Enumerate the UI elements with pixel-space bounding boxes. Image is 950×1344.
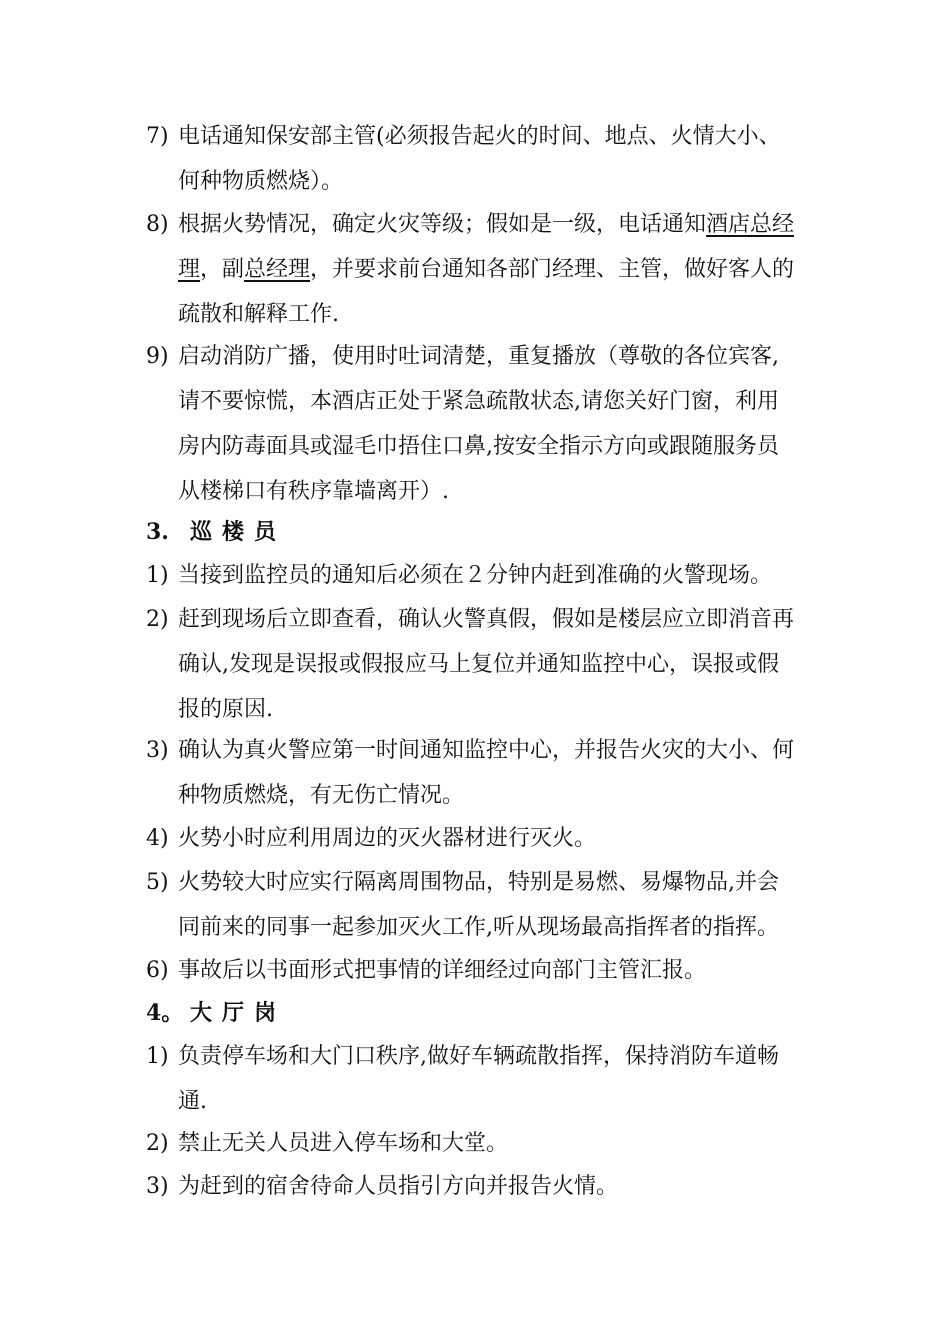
- item-number: 3): [146, 738, 169, 763]
- item-number: 5): [146, 870, 169, 895]
- item-text: 事故后以书面形式把事情的详细经过向部门主管汇报。: [178, 958, 707, 983]
- item-text-continued: 确认,发现是误报或假报应马上复位并通知监控中心，误报或假: [178, 652, 779, 677]
- item-text-continued: 种物质燃烧，有无伤亡情况。: [178, 783, 465, 808]
- item-number: 2): [146, 1131, 169, 1156]
- item-text: 电话通知保安部主管(必须报告起火的时间、地点、火情大小、: [178, 124, 781, 149]
- item-text: 负责停车场和大门口秩序,做好车辆疏散指挥，保持消防车道畅: [178, 1044, 779, 1069]
- item-number: 7): [146, 124, 169, 149]
- underlined-text: 理: [178, 257, 201, 282]
- item-text: 禁止无关人员进入停车场和大堂。: [178, 1131, 509, 1156]
- section-3-item-2: [146, 597, 812, 732]
- list-item-7: [146, 114, 812, 204]
- item-text: 赶到现场后立即查看，确认火警真假，假如是楼层应立即消音再: [178, 607, 795, 632]
- item-number: 2): [146, 607, 169, 632]
- item-text-continued: 疏散和解释工作.: [178, 302, 339, 327]
- item-text: ，副: [200, 257, 245, 282]
- list-item-9: [146, 334, 812, 514]
- section-4-item-2: [146, 1121, 812, 1166]
- item-text-continued: 房内防毒面具或湿毛巾捂住口鼻,按安全指示方向或跟随服务员: [178, 434, 779, 459]
- section-title: 大厅岗: [190, 1000, 287, 1026]
- section-3-item-6: [146, 948, 812, 993]
- section-number: 3.: [146, 519, 169, 545]
- item-text-continued: 同前来的同事一起参加灭火工作,听从现场最高指挥者的指挥。: [178, 915, 779, 940]
- section-4-item-1: [146, 1034, 812, 1124]
- item-text: 确认为真火警应第一时间通知监控中心，并报告火灾的大小、何: [178, 738, 795, 763]
- item-text: 火势较大时应实行隔离周围物品，特别是易燃、易爆物品,并会: [178, 870, 779, 895]
- item-text: ，并要求前台通知各部门经理、主管，做好客人的: [310, 257, 795, 282]
- list-item-8: [146, 202, 812, 337]
- item-number: 8): [146, 212, 169, 237]
- item-number: 4): [146, 826, 169, 851]
- item-number: 6): [146, 958, 169, 983]
- item-number: 3): [146, 1174, 169, 1199]
- section-3-list: [146, 553, 812, 598]
- section-title: 巡楼员: [190, 519, 287, 545]
- section-3-item-4: [146, 816, 812, 861]
- item-text: 根据火势情况，确定火灾等级；假如是一级，电话通知: [178, 212, 707, 237]
- section-heading-3: [146, 510, 286, 555]
- section-4-item-3: [146, 1164, 812, 1209]
- item-number: 1): [146, 563, 169, 588]
- item-number: 9): [146, 344, 169, 369]
- item-text-continued: 何种物质燃烧）。: [178, 169, 344, 194]
- item-text: 火势小时应利用周边的灭火器材进行灭火。: [178, 826, 597, 851]
- item-text: 启动消防广播，使用时吐词清楚，重复播放（尊敬的各位宾客,: [178, 344, 779, 369]
- item-text-continued: 请不要惊慌，本酒店正处于紧急疏散状态,请您关好门窗，利用: [178, 389, 779, 414]
- item-text: 为赶到的宿舍待命人员指引方向并报告火情。: [178, 1174, 619, 1199]
- section-number: 4。: [146, 1000, 184, 1026]
- item-number: 1): [146, 1044, 169, 1069]
- item-text-continued: 报的原因.: [178, 697, 273, 722]
- section-3-item-3: [146, 728, 812, 818]
- item-text-continued: 通.: [178, 1089, 207, 1114]
- item-text: 当接到监控员的通知后必须在２分钟内赶到准确的火警现场。: [178, 563, 773, 588]
- underlined-text: 酒店总经: [706, 212, 795, 237]
- section-heading-4: [146, 991, 286, 1036]
- section-3-item-5: [146, 860, 812, 950]
- underlined-text: 总经理: [244, 257, 311, 282]
- item-text-continued: 从楼梯口有秩序靠墙离开）.: [178, 479, 449, 504]
